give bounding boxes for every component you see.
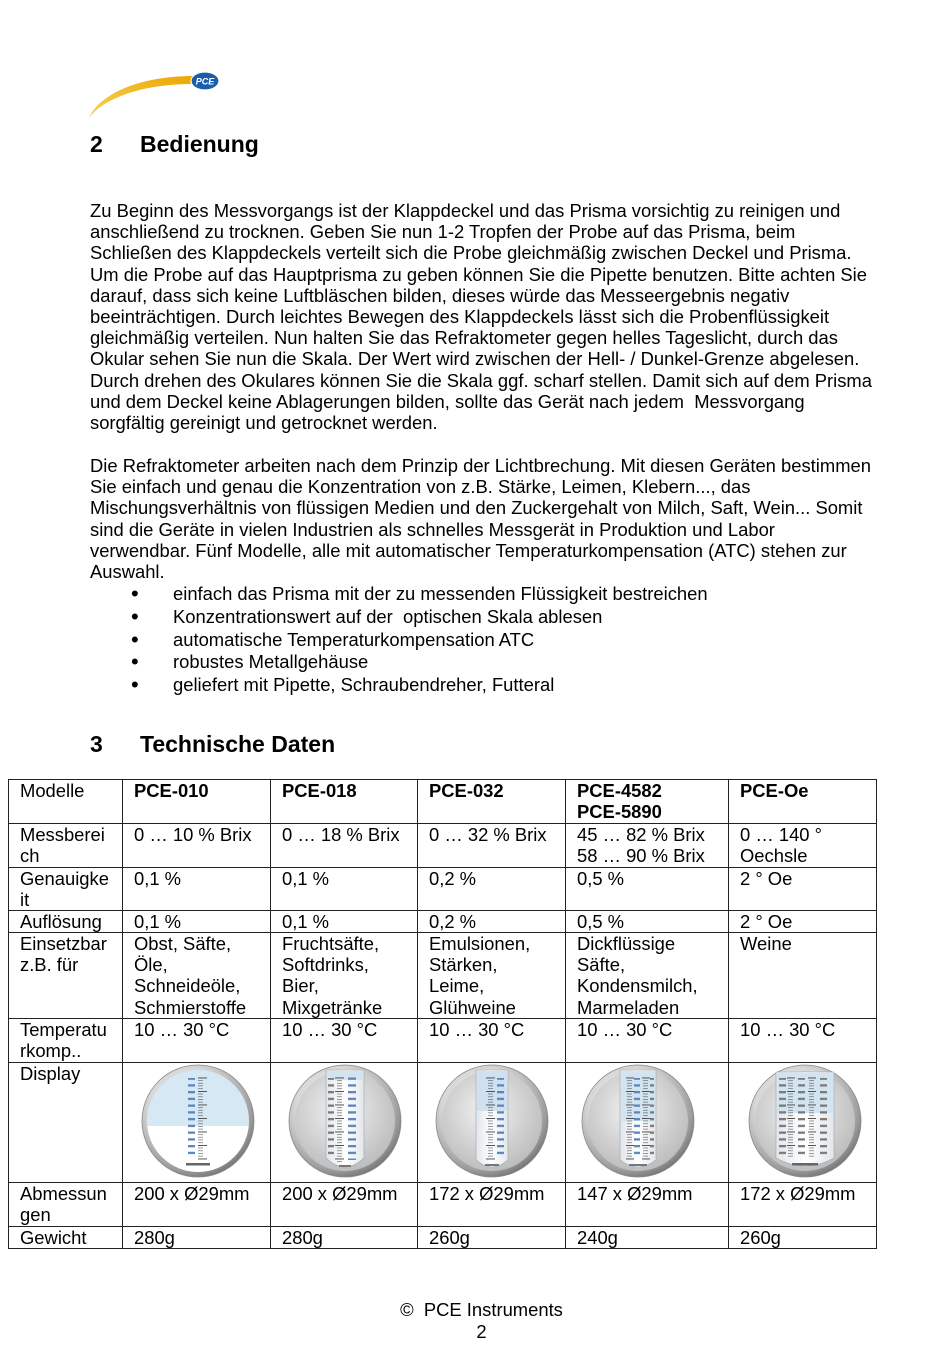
logo-text: PCE	[195, 76, 215, 87]
feature-list	[173, 583, 708, 697]
list-item: • robustes Metallgehäuse	[173, 651, 708, 674]
table-cell: 2 ° Oe	[729, 911, 877, 933]
table-cell: 147 x Ø29mm	[566, 1183, 729, 1227]
display-cell	[566, 1063, 729, 1183]
table-cell: 0 … 32 % Brix	[418, 824, 566, 868]
table-cell: 0,1 %	[123, 868, 271, 911]
row-label: Einsetzbar z.B. für	[9, 933, 123, 1019]
row-label: Temperatu rkomp..	[9, 1019, 123, 1063]
display-cell	[123, 1063, 271, 1183]
display-cell	[271, 1063, 418, 1183]
section-title: Bedienung	[140, 131, 259, 157]
table-cell: 0,1 %	[271, 868, 418, 911]
section-number: 2	[90, 131, 103, 157]
row-label: Modelle	[9, 780, 123, 824]
footer-copyright: © PCE Instruments	[400, 1299, 563, 1320]
table-cell: 0,2 %	[418, 911, 566, 933]
list-item: • Konzentrationswert auf der optischen Skala ablesen	[173, 606, 708, 629]
table-cell: 10 … 30 °C	[566, 1019, 729, 1063]
table-cell: 200 x Ø29mm	[123, 1183, 271, 1227]
model-name: PCE-010	[123, 780, 271, 824]
table-cell: 10 … 30 °C	[418, 1019, 566, 1063]
page-number: 2	[476, 1321, 487, 1342]
table-cell: 172 x Ø29mm	[418, 1183, 566, 1227]
model-name: PCE-018	[271, 780, 418, 824]
list-item: • automatische Temperaturkompensation ATC	[173, 629, 708, 652]
table-cell: 260g	[729, 1227, 877, 1249]
logo-swoosh	[89, 76, 194, 118]
display-cell	[729, 1063, 877, 1183]
display-cell	[418, 1063, 566, 1183]
table-cell: 0 … 140 ° Oechsle	[729, 824, 877, 868]
table-cell: 10 … 30 °C	[271, 1019, 418, 1063]
table-cell: Obst, Säfte, Öle, Schneideöle, Schmierstoffe	[123, 933, 271, 1019]
table-cell: 2 ° Oe	[729, 868, 877, 911]
technical-data-table	[8, 779, 877, 1249]
scale-view-icon	[288, 1064, 402, 1178]
table-cell: 172 x Ø29mm	[729, 1183, 877, 1227]
table-cell: 0 … 18 % Brix	[271, 824, 418, 868]
table-cell: 200 x Ø29mm	[271, 1183, 418, 1227]
table-cell: Dickflüssige Säfte, Kondensmilch, Marmeladen	[566, 933, 729, 1019]
table-cell: 10 … 30 °C	[123, 1019, 271, 1063]
table-cell: Fruchtsäfte, Softdrinks, Bier, Mixgetränke	[271, 933, 418, 1019]
operation-paragraph-1: Zu Beginn des Messvorgangs ist der Klappdeckel und das Prisma vorsichtig zu reinigen und anschließend zu trocknen. Geben Sie nun 1-2 Tropfen der Probe auf das Prisma, beim Schließen des Klappdeckels verteilt sich die Probe gleichmäßig zwischen Deckel und Prisma. Um die Probe auf das Hauptprisma zu geben können Sie die Pipette benutzen. Bitte achten Sie darauf, dass sich keine Luftbläschen bilden, dieses würde das Messeergebnis negativ beeinträchtigen. Durch leichtes Bewegen des Klappdeckels lässt sich die Probenflüssigkeit gleichmäßig verteilen. Nun halten Sie das Refraktometer gegen helles Tageslicht, durch das Okular sehen Sie nun die Skala. Der Wert wird zwischen der Hell- / Dunkel-Grenze abgelesen. Durch drehen des Okulares können Sie die Skala ggf. scharf stellen. Damit sich auf dem Prisma und dem Deckel keine Ablagerungen bilden, sollte das Gerät nach jedem Messvorgang sorgfältig gereinigt und getrocknet werden.	[90, 200, 872, 434]
scale-view-icon	[581, 1064, 695, 1178]
row-label: Messberei ch	[9, 824, 123, 868]
scale-view-icon	[141, 1064, 255, 1178]
row-label: Genauigke it	[9, 868, 123, 911]
table-cell: 280g	[271, 1227, 418, 1249]
scale-view-icon	[748, 1064, 862, 1178]
list-item: • geliefert mit Pipette, Schraubendreher, Futteral	[173, 674, 708, 697]
table-cell: 280g	[123, 1227, 271, 1249]
row-label: Auflösung	[9, 911, 123, 933]
section-2-heading	[90, 130, 790, 158]
table-cell: 10 … 30 °C	[729, 1019, 877, 1063]
table-cell: 0,1 %	[271, 911, 418, 933]
table-cell: 0,1 %	[123, 911, 271, 933]
table-cell: Weine	[729, 933, 877, 1019]
section-3-heading	[90, 730, 790, 758]
table-cell: 0,5 %	[566, 868, 729, 911]
model-name: PCE-032	[418, 780, 566, 824]
table-cell: 260g	[418, 1227, 566, 1249]
pce-logo	[86, 68, 222, 122]
row-label: Abmessun gen	[9, 1183, 123, 1227]
section-number: 3	[90, 731, 103, 757]
row-label: Gewicht	[9, 1227, 123, 1249]
operation-paragraph-2: Die Refraktometer arbeiten nach dem Prinzip der Lichtbrechung. Mit diesen Geräten bestimmen Sie einfach und genau die Konzentration von z.B. Stärke, Leimen, Klebern..., das Mischungsverhältnis von flüssigen Medien und den Zuckergehalt von Milch, Saft, Wein... Somit sind die Geräte in vielen Industrien als schnelles Messgerät in Produktion und Labor verwendbar. Fünf Modelle, alle mit automatischer Temperaturkompensation (ATC) stehen zur Auswahl.	[90, 455, 871, 583]
scale-view-icon	[435, 1064, 549, 1178]
table-cell: Emulsionen, Stärken, Leime, Glühweine	[418, 933, 566, 1019]
table-cell: 0 … 10 % Brix	[123, 824, 271, 868]
section-title: Technische Daten	[140, 731, 336, 757]
row-label: Display	[9, 1063, 123, 1183]
list-item: • einfach das Prisma mit der zu messenden Flüssigkeit bestreichen	[173, 583, 708, 606]
model-name: PCE-Oe	[729, 780, 877, 824]
table-cell: 0,2 %	[418, 868, 566, 911]
table-cell: 45 … 82 % Brix 58 … 90 % Brix	[566, 824, 729, 868]
table-cell: 240g	[566, 1227, 729, 1249]
table-cell: 0,5 %	[566, 911, 729, 933]
model-name: PCE-4582 PCE-5890	[566, 780, 729, 824]
